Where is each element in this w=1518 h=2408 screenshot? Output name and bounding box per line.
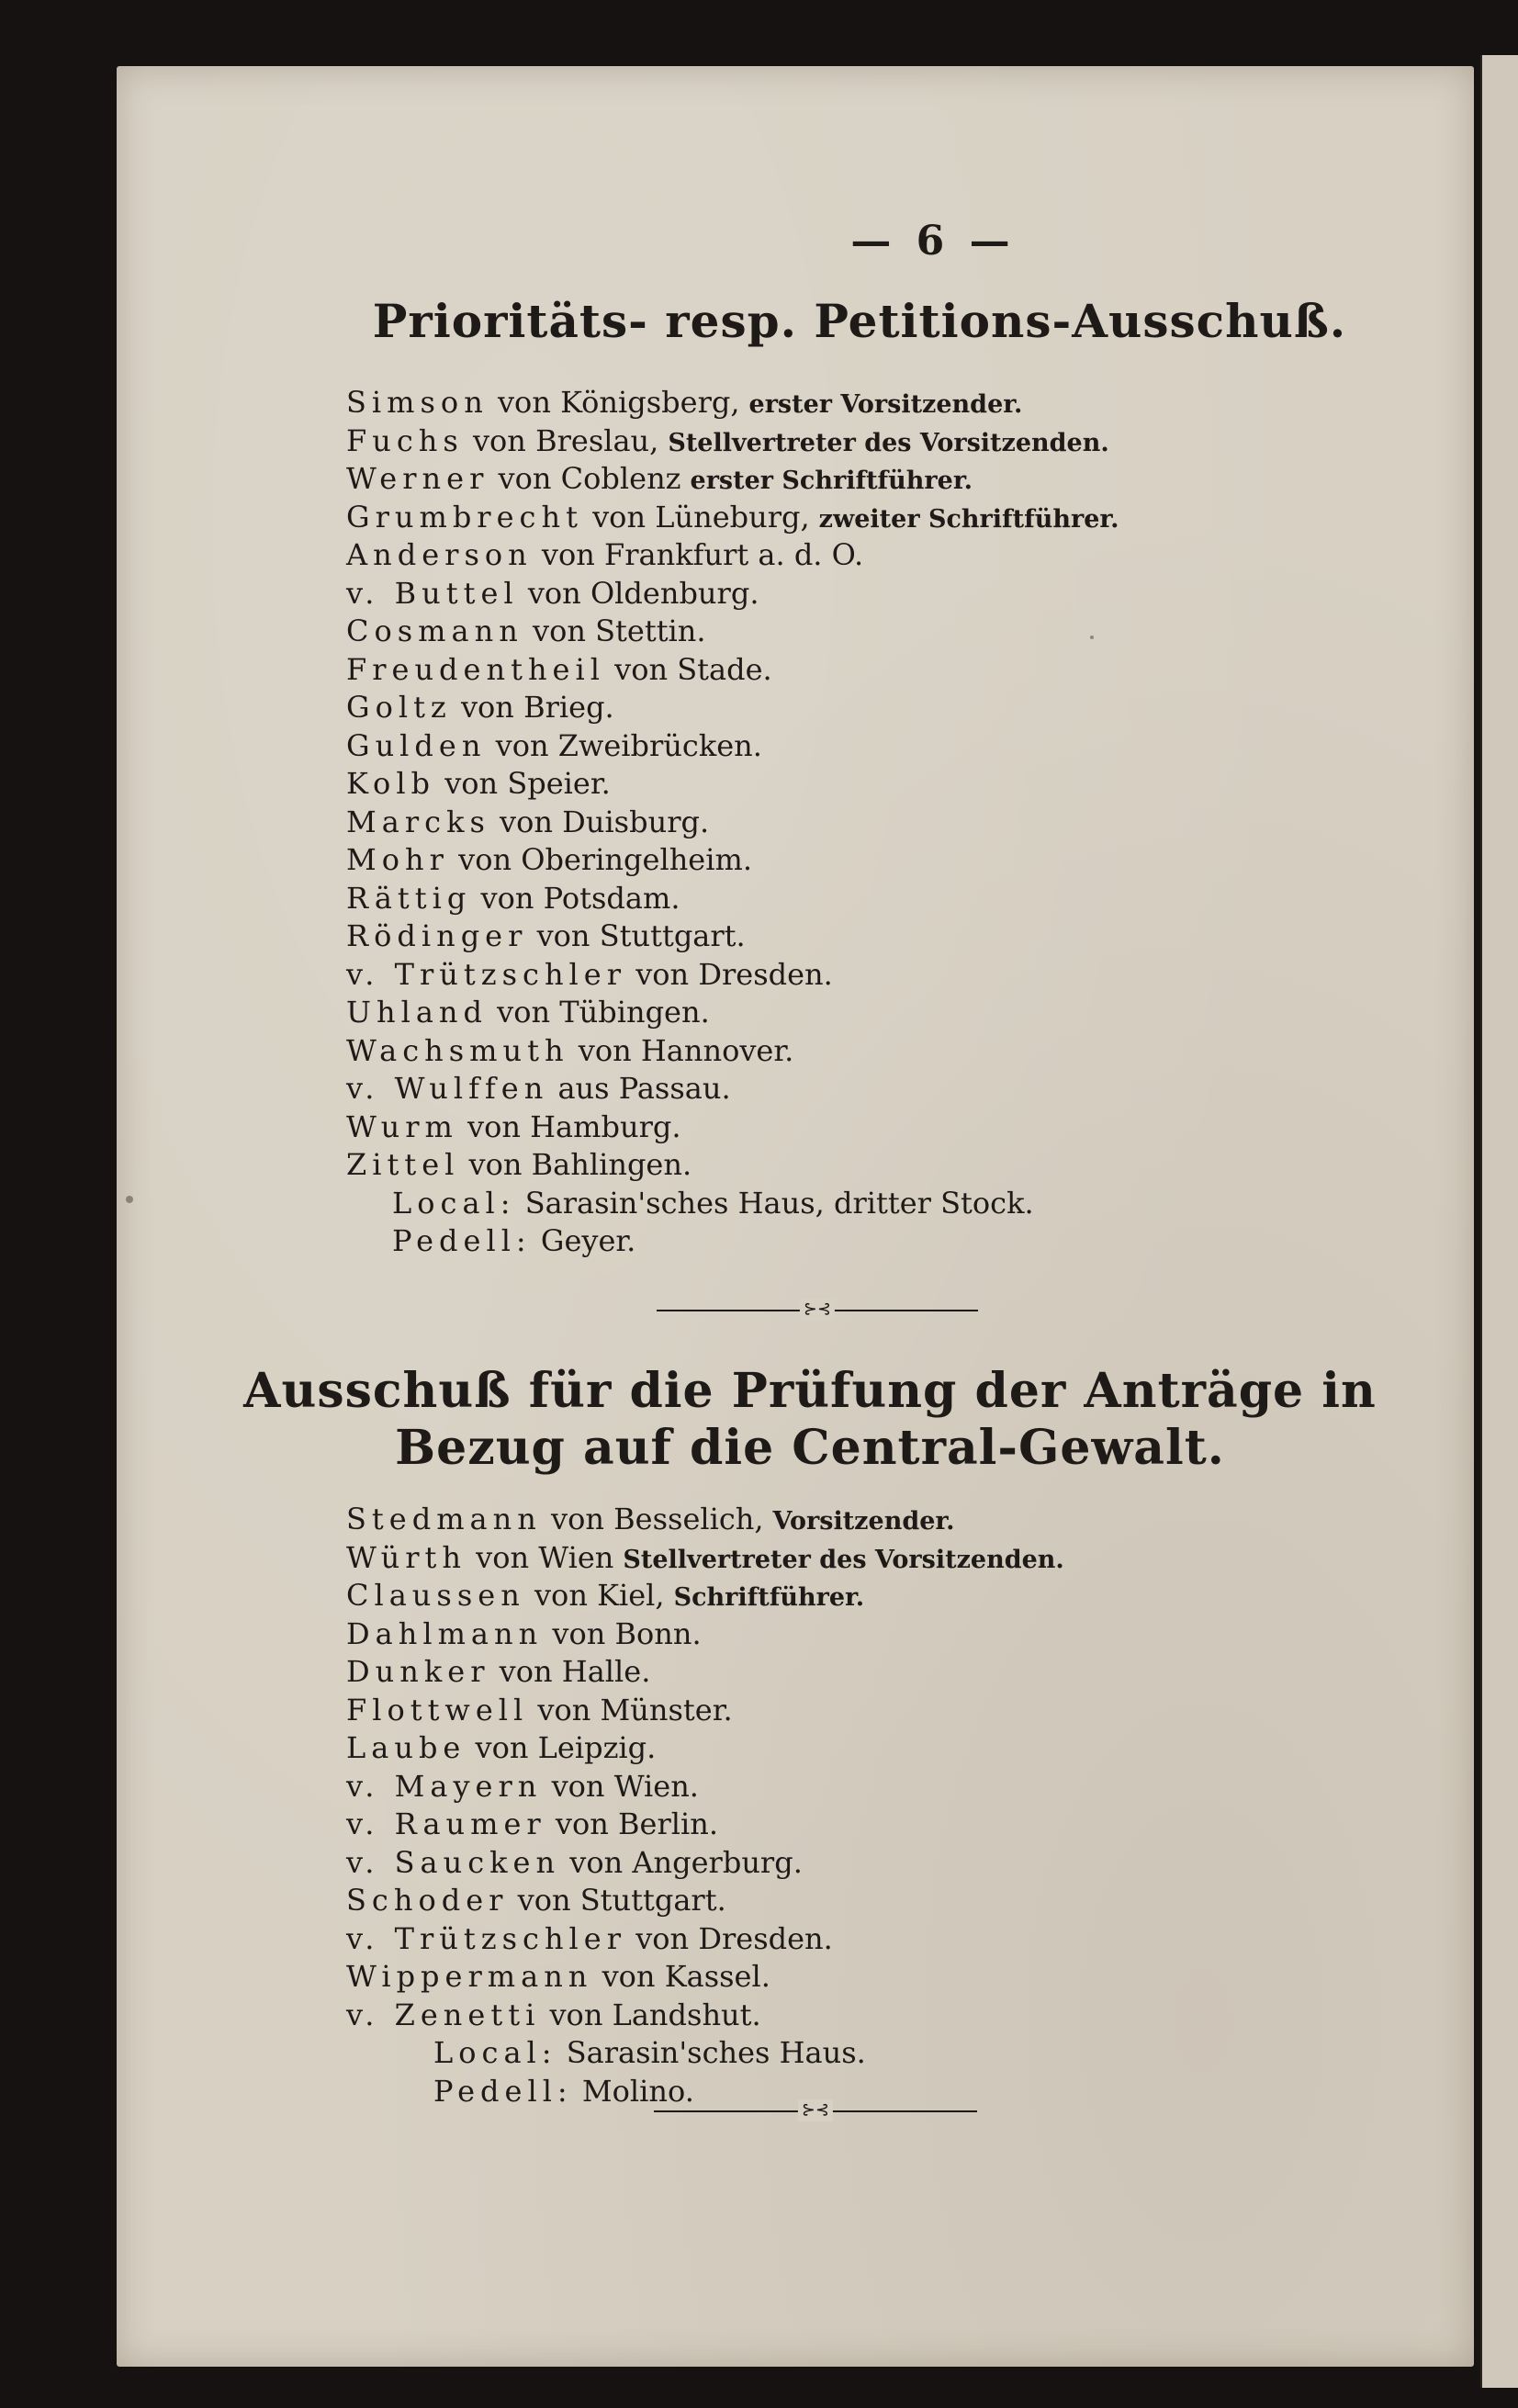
member-name: Rödinger — [346, 918, 528, 953]
member-name: v. Zenetti — [346, 1997, 541, 2032]
member-entry — [346, 689, 1119, 727]
member-name: Mohr — [346, 842, 449, 877]
member-origin: von Wien — [476, 1539, 614, 1575]
member-entry — [346, 880, 1119, 918]
member-entry — [346, 841, 1119, 880]
member-entry — [346, 613, 1119, 651]
section-title-priority-committee: Prioritäts- resp. Petitions-Ausschuß. — [372, 294, 1347, 348]
member-origin: von Oldenburg. — [527, 575, 759, 611]
member-origin: von Leipzig. — [475, 1730, 657, 1765]
member-name: Stedmann — [346, 1502, 542, 1536]
member-origin: von Duisburg. — [500, 804, 710, 839]
location-line-value: Sarasin'sches Haus. — [566, 2035, 866, 2070]
beadle-line — [346, 1222, 1119, 1261]
member-entry — [346, 804, 1119, 842]
document-page — [117, 66, 1474, 2367]
member-entry — [346, 536, 1119, 575]
member-origin: von Halle. — [499, 1654, 651, 1689]
divider-ornament — [657, 1300, 978, 1319]
member-name: Dahlmann — [346, 1615, 544, 1651]
member-origin: von Zweibrücken. — [495, 727, 762, 763]
member-origin: von Stade. — [614, 651, 772, 687]
paper-spot — [1090, 636, 1094, 639]
member-origin: von Coblenz — [498, 461, 681, 496]
location-line-label: Local: — [433, 2035, 557, 2070]
member-origin: von Speier. — [444, 766, 611, 801]
member-role: Schriftführer. — [673, 1583, 865, 1612]
member-entry — [346, 765, 1119, 804]
member-entry — [346, 1146, 1119, 1185]
member-entry — [346, 384, 1119, 422]
member-origin: von Stuttgart. — [517, 1883, 726, 1918]
member-entry — [346, 1729, 1064, 1768]
member-name: Rättig — [346, 880, 472, 916]
member-name: Freudentheil — [346, 651, 605, 687]
member-origin: von Königsberg, — [497, 385, 740, 420]
member-entry — [346, 1997, 1064, 2035]
member-entry — [346, 1806, 1064, 1844]
beadle-line-value: Molino. — [581, 2073, 694, 2109]
page-content — [117, 66, 1474, 2367]
member-name: Grumbrecht — [346, 499, 583, 534]
member-entry — [346, 1032, 1119, 1071]
member-entry — [346, 460, 1119, 499]
member-origin: von Landshut. — [549, 1997, 761, 2032]
member-origin: von Hamburg. — [467, 1108, 681, 1144]
member-name: Dunker — [346, 1654, 490, 1689]
member-name: Simson — [346, 385, 489, 420]
member-entry — [346, 1768, 1064, 1806]
member-entry — [346, 1501, 1064, 1539]
member-entry — [346, 1920, 1064, 1959]
member-origin: von Stettin. — [532, 613, 706, 648]
beadle-line-value: Geyer. — [540, 1223, 636, 1258]
location-line-value: Sarasin'sches Haus, dritter Stock. — [524, 1185, 1034, 1221]
member-entry — [346, 1615, 1064, 1654]
member-origin: von Lüneburg, — [592, 499, 810, 534]
location-line — [346, 1185, 1119, 1223]
member-origin: von Brieg. — [460, 690, 614, 725]
member-name: Gulden — [346, 727, 487, 763]
member-origin: von Bonn. — [552, 1615, 702, 1651]
member-name: Uhland — [346, 995, 488, 1030]
member-entry — [346, 1577, 1064, 1615]
member-entry — [346, 1539, 1064, 1578]
member-origin: von Dresden. — [635, 1920, 833, 1956]
member-origin: von Berlin. — [555, 1806, 719, 1841]
member-name: v. Mayern — [346, 1768, 543, 1804]
member-name: v. Trützschler — [346, 1920, 627, 1956]
member-role: Stellvertreter des Vorsitzenden. — [668, 428, 1109, 457]
member-origin: von Wien. — [551, 1768, 699, 1804]
member-origin: von Dresden. — [635, 956, 833, 992]
member-origin: von Potsdam. — [480, 880, 680, 916]
member-role: erster Vorsitzender. — [748, 390, 1023, 419]
member-entry — [346, 727, 1119, 766]
member-name: Würth — [346, 1539, 467, 1575]
member-origin: von Münster. — [537, 1692, 733, 1727]
member-origin: von Besselich, — [551, 1502, 764, 1536]
member-list-central-power-committee — [346, 1501, 1064, 2110]
section-title-central-power-committee: Ausschuß für die Prüfung der Anträge in Bezug auf die Central-Gewalt. — [243, 1363, 1377, 1476]
member-role: Stellvertreter des Vorsitzenden. — [623, 1545, 1064, 1574]
member-name: Schoder — [346, 1883, 509, 1918]
member-origin: von Kassel. — [602, 1959, 770, 1994]
member-name: Wurm — [346, 1108, 458, 1144]
beadle-line-label: Pedell: — [433, 2073, 573, 2109]
beadle-line-label: Pedell: — [392, 1223, 532, 1258]
member-name: Flottwell — [346, 1692, 529, 1727]
member-entry — [346, 1653, 1064, 1692]
divider-ornament — [654, 2100, 977, 2120]
member-name: v. Saucken — [346, 1844, 561, 1880]
member-name: Laube — [346, 1730, 467, 1765]
member-origin: von Angerburg. — [569, 1844, 803, 1880]
member-origin: von Frankfurt a. d. O. — [541, 537, 864, 572]
ornament-glyph: ⊱⊰ — [800, 1299, 835, 1321]
member-origin: von Oberingelheim. — [458, 842, 752, 877]
paper-spot — [126, 1196, 133, 1203]
member-origin: von Breslau, — [472, 422, 659, 458]
ornament-glyph: ⊱⊰ — [798, 2099, 833, 2121]
member-entry — [346, 1882, 1064, 1920]
member-origin: von Bahlingen. — [468, 1147, 692, 1182]
member-entry — [346, 422, 1119, 461]
member-name: v. Wulffen — [346, 1071, 549, 1106]
member-origin: aus Passau. — [557, 1071, 731, 1106]
member-origin: von Tübingen. — [497, 995, 710, 1030]
member-origin: von Stuttgart. — [536, 918, 746, 953]
member-name: Wachsmuth — [346, 1032, 569, 1068]
member-name: v. Trützschler — [346, 956, 627, 992]
member-name: Zittel — [346, 1147, 460, 1182]
member-role: erster Schriftführer. — [690, 467, 973, 495]
member-name: Goltz — [346, 690, 452, 725]
adjacent-page-edge — [1480, 55, 1518, 2388]
member-name: Cosmann — [346, 613, 523, 648]
member-entry — [346, 1108, 1119, 1147]
member-entry — [346, 499, 1119, 537]
member-name: Werner — [346, 461, 489, 496]
member-entry — [346, 917, 1119, 956]
member-name: Wippermann — [346, 1959, 593, 1994]
member-entry — [346, 1844, 1064, 1883]
member-name: Marcks — [346, 804, 490, 839]
member-list-priority-committee — [346, 384, 1119, 1261]
member-name: Claussen — [346, 1578, 525, 1613]
member-entry — [346, 1692, 1064, 1730]
member-entry — [346, 1070, 1119, 1108]
page-number: — 6 — — [850, 218, 1016, 264]
beadle-line — [346, 2073, 1064, 2111]
member-name: Fuchs — [346, 422, 464, 458]
member-name: Anderson — [346, 537, 533, 572]
member-entry — [346, 651, 1119, 690]
member-entry — [346, 956, 1119, 995]
member-origin: von Hannover. — [578, 1032, 794, 1068]
member-name: Kolb — [346, 766, 436, 801]
member-entry — [346, 575, 1119, 613]
member-entry — [346, 994, 1119, 1032]
member-name: v. Buttel — [346, 575, 519, 611]
member-role: zweiter Schriftführer. — [818, 504, 1119, 534]
member-origin: von Kiel, — [534, 1578, 665, 1613]
member-role: Vorsitzender. — [772, 1507, 955, 1536]
member-name: v. Raumer — [346, 1806, 546, 1841]
location-line — [346, 2034, 1064, 2073]
location-line-label: Local: — [392, 1185, 516, 1221]
member-entry — [346, 1958, 1064, 1997]
